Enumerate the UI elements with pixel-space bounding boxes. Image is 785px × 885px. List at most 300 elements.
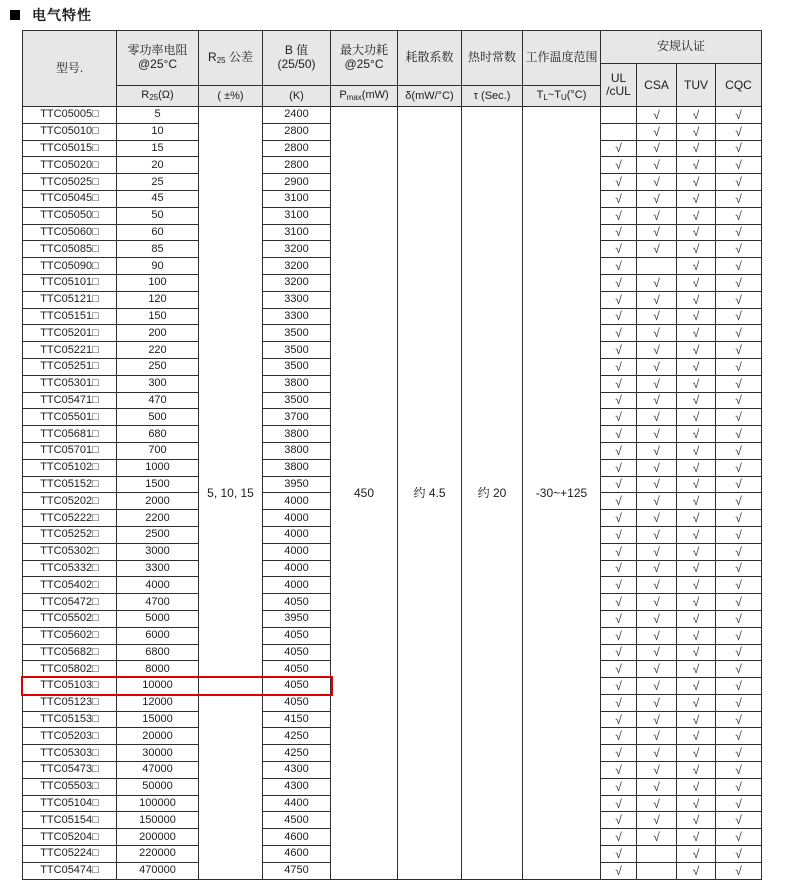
- model-cell: TTC05473□: [23, 762, 117, 779]
- section-title-text: 电气特性: [32, 7, 92, 23]
- cert-csa-cell: √: [637, 762, 677, 779]
- spec-table-wrap: [22, 30, 762, 880]
- cert-csa-cell: √: [637, 459, 677, 476]
- r25-cell: 15000: [117, 711, 199, 728]
- cert-csa-cell: √: [637, 476, 677, 493]
- unit-pmax: $P_{max}(mW)$: [331, 86, 398, 107]
- col-header-cert-group: 安规认证: [601, 31, 762, 64]
- cert-cqc-cell: √: [716, 493, 762, 510]
- model-cell: TTC05502□: [23, 610, 117, 627]
- cert-cqc-cell: √: [716, 426, 762, 443]
- cert-ul-cell: √: [601, 812, 637, 829]
- model-cell: TTC05201□: [23, 325, 117, 342]
- r25-cell: 120: [117, 291, 199, 308]
- r25-cell: 20000: [117, 728, 199, 745]
- cert-cqc-cell: √: [716, 778, 762, 795]
- cert-ul-cell: √: [601, 409, 637, 426]
- bvalue-cell: 4750: [263, 862, 331, 879]
- model-cell: TTC05085□: [23, 241, 117, 258]
- cert-csa-cell: √: [637, 543, 677, 560]
- model-cell: TTC05301□: [23, 375, 117, 392]
- cert-cqc-cell: √: [716, 526, 762, 543]
- cert-cqc-cell: √: [716, 157, 762, 174]
- model-cell: TTC05020□: [23, 157, 117, 174]
- col-header-r25: [117, 31, 199, 86]
- col-header-r25-line2: @25°C: [138, 57, 177, 71]
- cert-csa-cell: √: [637, 375, 677, 392]
- model-cell: TTC05204□: [23, 829, 117, 846]
- r25-cell: 4700: [117, 594, 199, 611]
- r25-cell: 220000: [117, 846, 199, 863]
- bvalue-cell: 4000: [263, 526, 331, 543]
- temp-range-merged-cell: -30~+125: [523, 107, 601, 880]
- cert-cqc-cell: √: [716, 207, 762, 224]
- r25-cell: 50000: [117, 778, 199, 795]
- r25-cell: 220: [117, 342, 199, 359]
- r25-cell: 20: [117, 157, 199, 174]
- bvalue-cell: 4500: [263, 812, 331, 829]
- cert-tuv-cell: √: [677, 274, 716, 291]
- cert-ul-cell: √: [601, 778, 637, 795]
- cert-tuv-cell: √: [677, 358, 716, 375]
- model-cell: TTC05015□: [23, 140, 117, 157]
- model-cell: TTC05121□: [23, 291, 117, 308]
- cert-cqc-cell: √: [716, 594, 762, 611]
- bvalue-cell: 4000: [263, 560, 331, 577]
- cert-cqc-cell: √: [716, 325, 762, 342]
- cert-ul-cell: √: [601, 308, 637, 325]
- bvalue-cell: 3500: [263, 342, 331, 359]
- model-cell: TTC05050□: [23, 207, 117, 224]
- unit-tau: τ (Sec.): [462, 86, 523, 107]
- cert-ul-cell: √: [601, 426, 637, 443]
- cert-tuv-cell: √: [677, 107, 716, 124]
- cert-tuv-cell: √: [677, 174, 716, 191]
- cert-ul-cell: √: [601, 694, 637, 711]
- table-body: [23, 107, 762, 880]
- r25-cell: 5000: [117, 610, 199, 627]
- cert-csa-cell: √: [637, 342, 677, 359]
- unit-temp-range: $T_L\sim T_U(^\circ C)$: [523, 86, 601, 107]
- model-cell: TTC05681□: [23, 426, 117, 443]
- cert-csa-cell: √: [637, 207, 677, 224]
- cert-ul-cell: √: [601, 190, 637, 207]
- cert-tuv-cell: √: [677, 846, 716, 863]
- cert-ul-cell: √: [601, 577, 637, 594]
- cert-csa-cell: √: [637, 610, 677, 627]
- cert-ul-cell: √: [601, 543, 637, 560]
- cert-tuv-cell: √: [677, 375, 716, 392]
- cert-ul-cell: √: [601, 476, 637, 493]
- model-cell: TTC05221□: [23, 342, 117, 359]
- cert-csa-cell: √: [637, 829, 677, 846]
- cert-csa-cell: √: [637, 190, 677, 207]
- model-cell: TTC05802□: [23, 661, 117, 678]
- cert-cqc-cell: √: [716, 241, 762, 258]
- cert-ul-cell: √: [601, 258, 637, 275]
- r25-cell: 8000: [117, 661, 199, 678]
- bvalue-cell: 3100: [263, 207, 331, 224]
- model-cell: TTC05602□: [23, 627, 117, 644]
- bvalue-cell: 4050: [263, 694, 331, 711]
- r25-cell: 300: [117, 375, 199, 392]
- col-header-tolerance: $R_{25}$ 公差: [199, 31, 263, 86]
- r25-cell: 4000: [117, 577, 199, 594]
- r25-cell: 30000: [117, 745, 199, 762]
- cert-tuv-cell: √: [677, 140, 716, 157]
- model-cell: TTC05251□: [23, 358, 117, 375]
- cert-ul-cell: √: [601, 375, 637, 392]
- cert-cqc-cell: √: [716, 829, 762, 846]
- cert-tuv-cell: √: [677, 526, 716, 543]
- cert-csa-cell: √: [637, 510, 677, 527]
- model-cell: TTC05252□: [23, 526, 117, 543]
- bvalue-cell: 4300: [263, 778, 331, 795]
- cert-cqc-cell: √: [716, 762, 762, 779]
- r25-cell: 150000: [117, 812, 199, 829]
- cert-tuv-cell: √: [677, 241, 716, 258]
- bvalue-cell: 4150: [263, 711, 331, 728]
- bvalue-cell: 3500: [263, 325, 331, 342]
- cert-ul-cell: √: [601, 207, 637, 224]
- bvalue-cell: 2900: [263, 174, 331, 191]
- cert-tuv-cell: √: [677, 510, 716, 527]
- cert-tuv-cell: √: [677, 224, 716, 241]
- cert-tuv-cell: √: [677, 862, 716, 879]
- cert-csa-cell: [637, 846, 677, 863]
- col-header-bvalue: B 值 (25/50): [263, 31, 331, 86]
- cert-tuv-cell: √: [677, 694, 716, 711]
- cert-ul-cell: √: [601, 846, 637, 863]
- model-cell: TTC05102□: [23, 459, 117, 476]
- model-cell: TTC05682□: [23, 644, 117, 661]
- cert-csa-cell: √: [637, 728, 677, 745]
- model-cell: TTC05103□: [23, 678, 117, 695]
- bvalue-cell: 4050: [263, 644, 331, 661]
- cert-tuv-cell: √: [677, 661, 716, 678]
- cert-ul-cell: √: [601, 711, 637, 728]
- cert-tuv-cell: √: [677, 392, 716, 409]
- cert-ul-cell: √: [601, 157, 637, 174]
- bvalue-cell: 4600: [263, 829, 331, 846]
- cert-ul-cell: √: [601, 526, 637, 543]
- cert-ul-cell: √: [601, 140, 637, 157]
- r25-cell: 45: [117, 190, 199, 207]
- table-row: [23, 107, 762, 124]
- r25-cell: 1000: [117, 459, 199, 476]
- cert-cqc-cell: √: [716, 627, 762, 644]
- r25-cell: 47000: [117, 762, 199, 779]
- bvalue-cell: 3700: [263, 409, 331, 426]
- cert-tuv-cell: √: [677, 594, 716, 611]
- cert-ul-cell: √: [601, 510, 637, 527]
- cert-csa-cell: √: [637, 157, 677, 174]
- r25-cell: 3000: [117, 543, 199, 560]
- bvalue-cell: 3800: [263, 442, 331, 459]
- bvalue-cell: 2800: [263, 140, 331, 157]
- r25-cell: 500: [117, 409, 199, 426]
- cert-tuv-cell: √: [677, 258, 716, 275]
- bvalue-cell: 3100: [263, 224, 331, 241]
- col-header-tau: 热时常数: [462, 31, 523, 86]
- r25-cell: 85: [117, 241, 199, 258]
- cert-csa-cell: √: [637, 241, 677, 258]
- col-header-pmax: 最大功耗 @25°C: [331, 31, 398, 86]
- model-cell: TTC05025□: [23, 174, 117, 191]
- cert-tuv-cell: √: [677, 459, 716, 476]
- cert-ul-cell: √: [601, 762, 637, 779]
- cert-tuv-cell: √: [677, 123, 716, 140]
- col-header-tuv: TUV: [677, 64, 716, 107]
- cert-tuv-cell: √: [677, 711, 716, 728]
- bvalue-cell: 3800: [263, 426, 331, 443]
- cert-ul-cell: [601, 123, 637, 140]
- cert-csa-cell: √: [637, 442, 677, 459]
- cert-tuv-cell: √: [677, 812, 716, 829]
- model-cell: TTC05101□: [23, 274, 117, 291]
- cert-cqc-cell: √: [716, 107, 762, 124]
- cert-tuv-cell: √: [677, 762, 716, 779]
- model-cell: TTC05045□: [23, 190, 117, 207]
- cert-csa-cell: √: [637, 291, 677, 308]
- cert-ul-cell: √: [601, 174, 637, 191]
- bvalue-cell: 4050: [263, 627, 331, 644]
- cert-cqc-cell: √: [716, 510, 762, 527]
- cert-cqc-cell: √: [716, 694, 762, 711]
- cert-tuv-cell: √: [677, 291, 716, 308]
- bvalue-cell: 3200: [263, 258, 331, 275]
- cert-ul-cell: √: [601, 358, 637, 375]
- model-cell: TTC05152□: [23, 476, 117, 493]
- cert-csa-cell: √: [637, 778, 677, 795]
- bvalue-cell: 3950: [263, 610, 331, 627]
- cert-tuv-cell: √: [677, 728, 716, 745]
- cert-cqc-cell: √: [716, 342, 762, 359]
- bvalue-cell: 4050: [263, 661, 331, 678]
- col-header-model: 型号.: [23, 31, 117, 107]
- model-cell: TTC05104□: [23, 795, 117, 812]
- unit-tolerance: ( ±%): [199, 86, 263, 107]
- cert-csa-cell: √: [637, 493, 677, 510]
- cert-tuv-cell: √: [677, 476, 716, 493]
- r25-cell: 200000: [117, 829, 199, 846]
- cert-ul-cell: √: [601, 745, 637, 762]
- section-bullet-icon: [10, 10, 20, 20]
- cert-cqc-cell: √: [716, 308, 762, 325]
- bvalue-cell: 3100: [263, 190, 331, 207]
- cert-tuv-cell: √: [677, 409, 716, 426]
- cert-csa-cell: √: [637, 174, 677, 191]
- cert-csa-cell: √: [637, 694, 677, 711]
- cert-tuv-cell: √: [677, 745, 716, 762]
- col-header-csa: CSA: [637, 64, 677, 107]
- cert-csa-cell: √: [637, 392, 677, 409]
- cert-tuv-cell: √: [677, 308, 716, 325]
- model-cell: TTC05501□: [23, 409, 117, 426]
- r25-cell: 2000: [117, 493, 199, 510]
- model-cell: TTC05154□: [23, 812, 117, 829]
- cert-ul-cell: √: [601, 392, 637, 409]
- cert-cqc-cell: √: [716, 174, 762, 191]
- cert-cqc-cell: √: [716, 711, 762, 728]
- cert-cqc-cell: √: [716, 123, 762, 140]
- cert-tuv-cell: √: [677, 560, 716, 577]
- cert-tuv-cell: √: [677, 493, 716, 510]
- cert-ul-cell: √: [601, 728, 637, 745]
- bvalue-cell: 4000: [263, 510, 331, 527]
- cert-cqc-cell: √: [716, 358, 762, 375]
- cert-cqc-cell: √: [716, 291, 762, 308]
- cert-tuv-cell: √: [677, 325, 716, 342]
- model-cell: TTC05302□: [23, 543, 117, 560]
- cert-cqc-cell: √: [716, 795, 762, 812]
- model-cell: TTC05332□: [23, 560, 117, 577]
- r25-cell: 3300: [117, 560, 199, 577]
- cert-tuv-cell: √: [677, 678, 716, 695]
- cert-csa-cell: √: [637, 644, 677, 661]
- bvalue-cell: 3300: [263, 291, 331, 308]
- cert-cqc-cell: √: [716, 661, 762, 678]
- model-cell: TTC05472□: [23, 594, 117, 611]
- r25-cell: 680: [117, 426, 199, 443]
- col-header-ul-cul: UL /cUL: [601, 64, 637, 107]
- r25-cell: 90: [117, 258, 199, 275]
- cert-tuv-cell: √: [677, 207, 716, 224]
- cert-cqc-cell: √: [716, 812, 762, 829]
- cert-tuv-cell: √: [677, 342, 716, 359]
- col-header-r25-line1: 零功率电阻: [127, 43, 188, 58]
- cert-csa-cell: √: [637, 594, 677, 611]
- cert-ul-cell: √: [601, 627, 637, 644]
- r25-cell: 2500: [117, 526, 199, 543]
- col-header-temp-range: 工作温度范围: [523, 31, 601, 86]
- cert-cqc-cell: √: [716, 560, 762, 577]
- cert-csa-cell: √: [637, 526, 677, 543]
- cert-ul-cell: √: [601, 560, 637, 577]
- bvalue-cell: 3500: [263, 392, 331, 409]
- bvalue-cell: 4000: [263, 493, 331, 510]
- r25-cell: 1500: [117, 476, 199, 493]
- cert-csa-cell: √: [637, 577, 677, 594]
- bvalue-cell: 3500: [263, 358, 331, 375]
- cert-cqc-cell: √: [716, 745, 762, 762]
- cert-csa-cell: [637, 258, 677, 275]
- model-cell: TTC05005□: [23, 107, 117, 124]
- section-title: [10, 5, 92, 25]
- cert-csa-cell: √: [637, 560, 677, 577]
- cert-csa-cell: √: [637, 325, 677, 342]
- cert-tuv-cell: √: [677, 157, 716, 174]
- cert-cqc-cell: √: [716, 678, 762, 695]
- cert-ul-cell: √: [601, 459, 637, 476]
- cert-cqc-cell: √: [716, 728, 762, 745]
- model-cell: TTC05503□: [23, 778, 117, 795]
- cert-tuv-cell: √: [677, 829, 716, 846]
- r25-cell: 250: [117, 358, 199, 375]
- r25-cell: 12000: [117, 694, 199, 711]
- cert-cqc-cell: √: [716, 409, 762, 426]
- model-cell: TTC05010□: [23, 123, 117, 140]
- cert-ul-cell: [601, 107, 637, 124]
- cert-ul-cell: √: [601, 795, 637, 812]
- bvalue-cell: 4000: [263, 577, 331, 594]
- cert-csa-cell: √: [637, 140, 677, 157]
- bvalue-cell: 4050: [263, 594, 331, 611]
- cert-ul-cell: √: [601, 274, 637, 291]
- cert-csa-cell: √: [637, 711, 677, 728]
- r25-cell: 150: [117, 308, 199, 325]
- cert-cqc-cell: √: [716, 577, 762, 594]
- cert-cqc-cell: √: [716, 476, 762, 493]
- r25-cell: 15: [117, 140, 199, 157]
- cert-csa-cell: √: [637, 812, 677, 829]
- model-cell: TTC05701□: [23, 442, 117, 459]
- model-cell: TTC05090□: [23, 258, 117, 275]
- r25-cell: 5: [117, 107, 199, 124]
- cert-cqc-cell: √: [716, 459, 762, 476]
- cert-ul-cell: √: [601, 224, 637, 241]
- model-cell: TTC05123□: [23, 694, 117, 711]
- r25-cell: 2200: [117, 510, 199, 527]
- cert-tuv-cell: √: [677, 644, 716, 661]
- model-cell: TTC05474□: [23, 862, 117, 879]
- bvalue-cell: 3800: [263, 459, 331, 476]
- cert-csa-cell: √: [637, 358, 677, 375]
- r25-cell: 470000: [117, 862, 199, 879]
- cert-csa-cell: √: [637, 627, 677, 644]
- cert-csa-cell: √: [637, 123, 677, 140]
- r25-cell: 100000: [117, 795, 199, 812]
- bvalue-cell: 2400: [263, 107, 331, 124]
- cert-tuv-cell: √: [677, 543, 716, 560]
- dissipation-merged-cell: 约 4.5: [398, 107, 462, 880]
- cert-cqc-cell: √: [716, 190, 762, 207]
- model-cell: TTC05224□: [23, 846, 117, 863]
- cert-cqc-cell: √: [716, 610, 762, 627]
- cert-ul-cell: √: [601, 610, 637, 627]
- cert-csa-cell: √: [637, 409, 677, 426]
- cert-csa-cell: √: [637, 795, 677, 812]
- unit-bvalue: (K): [263, 86, 331, 107]
- cert-tuv-cell: √: [677, 795, 716, 812]
- model-cell: TTC05153□: [23, 711, 117, 728]
- cert-csa-cell: √: [637, 661, 677, 678]
- cert-cqc-cell: √: [716, 543, 762, 560]
- r25-cell: 470: [117, 392, 199, 409]
- cert-ul-cell: √: [601, 342, 637, 359]
- cert-csa-cell: √: [637, 678, 677, 695]
- cert-ul-cell: √: [601, 493, 637, 510]
- r25-cell: 6000: [117, 627, 199, 644]
- cert-cqc-cell: √: [716, 862, 762, 879]
- bvalue-cell: 3300: [263, 308, 331, 325]
- model-cell: TTC05203□: [23, 728, 117, 745]
- spec-table: [22, 30, 762, 880]
- cert-csa-cell: √: [637, 224, 677, 241]
- col-header-cqc: CQC: [716, 64, 762, 107]
- cert-ul-cell: √: [601, 661, 637, 678]
- bvalue-cell: 2800: [263, 123, 331, 140]
- model-cell: TTC05151□: [23, 308, 117, 325]
- cert-cqc-cell: √: [716, 644, 762, 661]
- col-header-dissipation: 耗散系数: [398, 31, 462, 86]
- pmax-merged-cell: 450: [331, 107, 398, 880]
- cert-csa-cell: √: [637, 426, 677, 443]
- bvalue-cell: 4600: [263, 846, 331, 863]
- cert-cqc-cell: √: [716, 392, 762, 409]
- tolerance-merged-cell: 5, 10, 15: [199, 107, 263, 880]
- r25-cell: 60: [117, 224, 199, 241]
